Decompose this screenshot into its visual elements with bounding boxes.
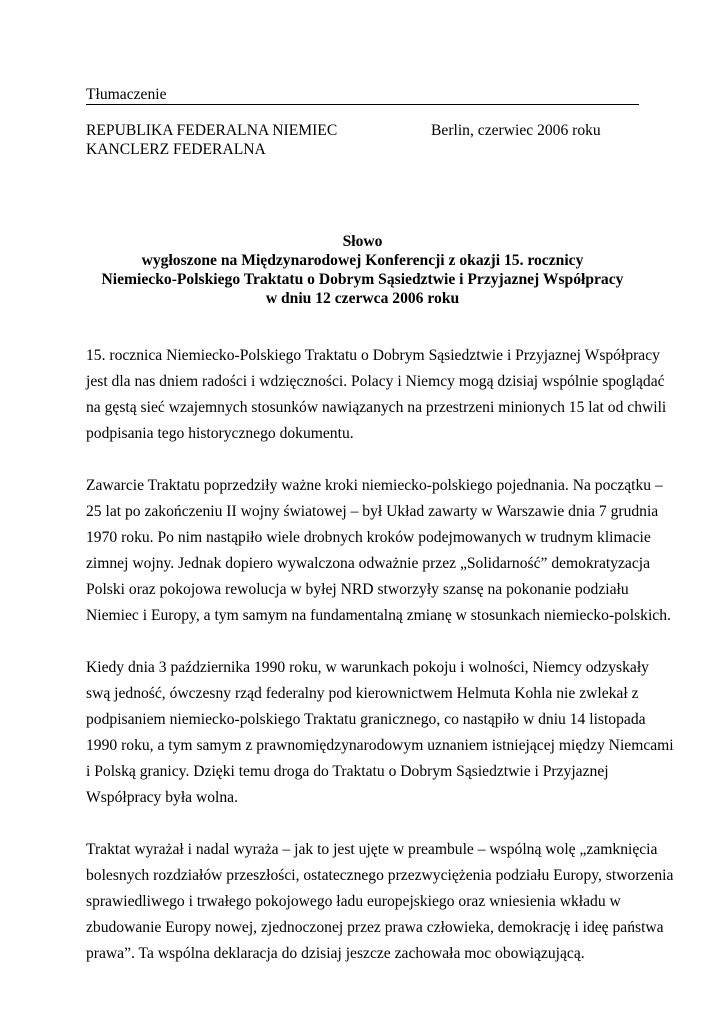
text-line: Polski oraz pokojowa rewolucja w byłej NRD stworzyły szansę na pokonanie podziału [86, 581, 629, 598]
text-line: swą jedność, ówczesny rząd federalny pod kierownictwem Helmuta Kohla nie zwlekał z [86, 685, 639, 702]
text-line: zimnej wojny. Jednak dopiero wywalczona odważnie przez „Solidarność” demokratyzacja [86, 555, 651, 572]
translation-label: Tłumaczenie [86, 86, 167, 103]
sender-country: REPUBLIKA FEDERALNA NIEMIEC [86, 122, 338, 139]
text-line: i Polską granicy. Dzięki temu droga do Traktatu o Dobrym Sąsiedztwie i Przyjaznej [86, 763, 609, 780]
paragraph [86, 473, 671, 629]
text-line: zbudowanie Europy nowej, zjednoczonej przez prawa człowieka, demokrację i ideę państwa [86, 919, 664, 936]
sender-block [86, 121, 337, 159]
text-line: Zawarcie Traktatu poprzedziły ważne kroki niemiecko-polskiego pojednania. Na początku – [86, 477, 663, 494]
text-line: jest dla nas dniem radości i wdzięczności. Polacy i Niemcy mogą dzisiaj wspólnie spoglądać [86, 373, 665, 390]
text-line: bolesnych rozdziałów przeszłości, ostatecznego przezwyciężenia podziału Europy, stworzenia [86, 867, 674, 884]
title-line: Niemiecko-Polskiego Traktatu o Dobrym Sąsiedztwie i Przyjaznej Współpracy [101, 271, 624, 288]
text-line: podpisaniem niemiecko-polskiego Traktatu granicznego, co nastąpiło w dniu 14 listopada [86, 711, 646, 728]
paragraph [86, 837, 674, 967]
text-line: 25 lat po zakończeniu II wojny światowej – był Układ zawarty w Warszawie dnia 7 grudnia [86, 503, 659, 520]
speech-title [86, 232, 639, 308]
place-date: Berlin, czerwiec 2006 roku [431, 122, 601, 139]
text-line: Traktat wyrażał i nadal wyraża – jak to jest ujęte w preambule – wspólną wolę „zamknięcia [86, 841, 658, 858]
title-line: wygłoszone na Międzynarodowej Konferencji z okazji 15. rocznicy [141, 252, 584, 269]
text-line: podpisania tego historycznego dokumentu. [86, 425, 354, 442]
text-line: na gęstą sieć wzajemnych stosunków nawiązanych na przestrzeni minionych 15 lat od chwili [86, 399, 667, 416]
text-line: sprawiedliwego i trwałego pokojowego ładu europejskiego oraz wniesienia wkładu w [86, 893, 621, 910]
text-line: 15. rocznica Niemiecko-Polskiego Traktatu o Dobrym Sąsiedztwie i Przyjaznej Współpracy [86, 347, 660, 364]
text-line: 1970 roku. Po nim nastąpiło wiele drobnych kroków podejmowanych w trudnym klimacie [86, 529, 651, 546]
document-body [86, 343, 674, 993]
sender-office: KANCLERZ FEDERALNA [86, 141, 266, 158]
text-line: Kiedy dnia 3 października 1990 roku, w warunkach pokoju i wolności, Niemcy odzyskały [86, 659, 649, 676]
text-line: 1990 roku, a tym samym z prawnomiędzynarodowym uznaniem istniejącej między Niemcami [86, 737, 674, 754]
title-line: Słowo [342, 233, 383, 250]
paragraph [86, 655, 674, 811]
text-line: Niemiec i Europy, a tym samym na fundamentalną zmianę w stosunkach niemiecko-polskich. [86, 607, 671, 624]
text-line: Współpracy była wolna. [86, 789, 238, 806]
title-line: w dniu 12 czerwca 2006 roku [265, 290, 460, 307]
paragraph [86, 343, 667, 447]
text-line: prawa”. Ta wspólna deklaracja do dzisiaj jeszcze zachowała moc obowiązującą. [86, 945, 585, 962]
header-divider [86, 104, 639, 105]
